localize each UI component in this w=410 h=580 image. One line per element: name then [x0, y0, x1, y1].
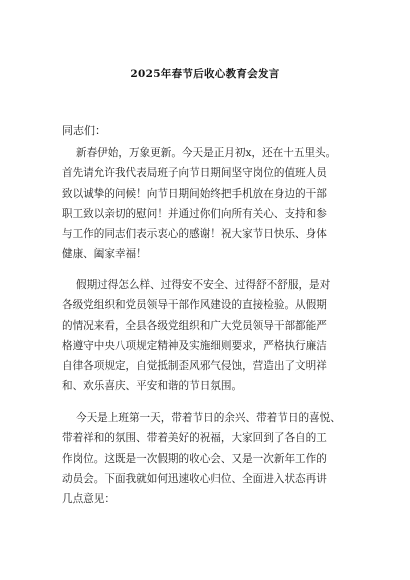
paragraph-line: 今天是上班第一天，带着节日的余兴、带着节日的喜悦、: [76, 412, 341, 424]
paragraph-line: 自律各项规定，自觉抵制歪风邪气侵蚀，营造出了文明祥: [62, 360, 327, 373]
paragraph-line: 作岗位。这既是一次假期的收心会、又是一次新年工作的: [62, 452, 327, 465]
paragraph-line: 致以诚挚的问候！向节日期间始终把手机放在身边的干部: [62, 187, 327, 200]
document-title: 2025年春节后收心教育会发言: [130, 68, 280, 80]
paragraph-line: 格遵守中央八项规定精神及实施细则要求，严格执行廉洁: [62, 339, 327, 352]
salutation: 同志们：: [62, 124, 106, 137]
paragraph-line: 各级党组织和党员领导干部作风建设的直接检验。从假期: [62, 299, 327, 312]
paragraph-line: 带着祥和的氛围、带着美好的祝福，大家回到了各自的工: [62, 432, 327, 445]
paragraph-line: 的情况来看，全县各级党组织和广大党员领导干部都能严: [62, 319, 327, 332]
paragraph-line: 与工作的同志们表示衷心的感谢！祝大家节日快乐、身体: [62, 228, 327, 241]
paragraph-line: 和、欢乐喜庆、平安和谐的节日氛围。: [62, 380, 243, 393]
paragraph-1: [62, 143, 352, 265]
paragraph-line: 新春伊始，万象更新。今天是正月初x，还在十五里头。: [76, 147, 337, 159]
paragraph-line: 动员会。下面我就如何迅速收心归位、全面进入状态再讲: [62, 472, 327, 485]
paragraph-line: 首先请允许我代表局班子向节日期间坚守岗位的值班人员: [62, 167, 327, 180]
paragraph-2: [62, 275, 352, 397]
paragraph-line: 假期过得怎么样、过得安不安全、过得舒不舒服，是对: [76, 279, 331, 291]
paragraph-line: 健康、阖家幸福！: [62, 248, 147, 261]
paragraph-line: 几点意见：: [62, 493, 115, 506]
paragraph-line: 职工致以亲切的慰问！并通过你们向所有关心、支持和参: [62, 207, 327, 220]
paragraph-3: [62, 408, 352, 509]
